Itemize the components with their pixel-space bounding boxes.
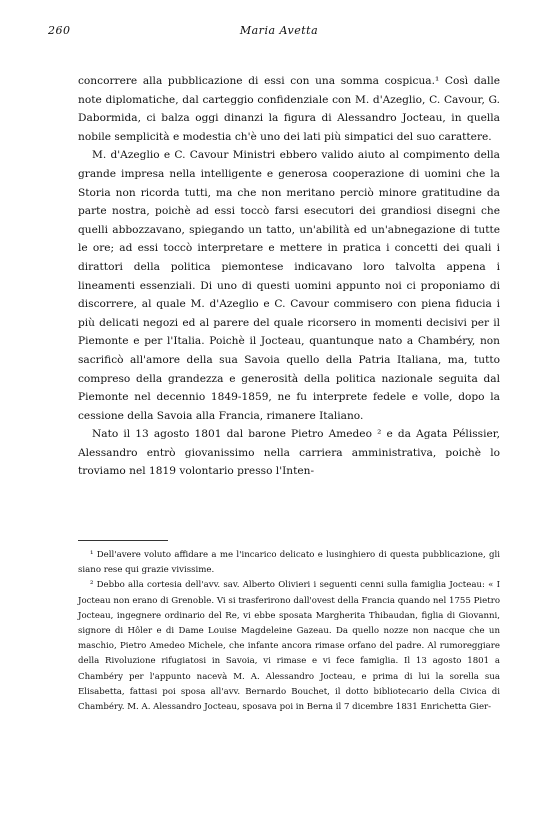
footnote-separator <box>78 540 168 541</box>
main-text <box>78 72 500 481</box>
page-number: 260 <box>48 24 71 37</box>
footnote: ¹ Dell'avere voluto affidare a me l'incarico delicato e lusinghiero di questa pubblicazione, gli siano rese qui grazie vivissime. <box>78 550 500 576</box>
running-title: Maria Avetta <box>239 24 319 37</box>
footnotes <box>78 548 500 715</box>
body-paragraph: M. d'Azeglio e C. Cavour Ministri ebbero valido aiuto al compimento della grande impresa nella intelligente e generosa cooperazione di uomini che la Storia non ricorda tutti, ma che non meritano perciò minore gratitudine da parte nostra, poichè ad essi toccò farsi esecutori dei grandiosi disegni che quelli abbozzavano, spiegando un tatto, un'abilità ed un'abnegazione di tutte le ore; ad essi toccò interpretare e mettere in pratica i concetti dei quali i dirattori della politica piemontese indicavano loro talvolta appena i lineamenti essenziali. Di uno di questi uomini appunto noi ci proponiamo di discorrere, al quale M. d'Azeglio e C. Cavour commisero con piena fiducia i più delicati negozi ed al parere del quale ricorsero in momenti decisivi per il Piemonte e per l'Italia. Poichè il Jocteau, quantunque nato a Chambéry, non sacrificò all'amore della sua Savoia quello della Patria Italiana, ma, tutto compreso della grandezza e generosità della politica nazionale seguita dal Piemonte nel decennio 1849-1859, ne fu interprete fedele e volle, dopo la cessione della Savoia alla Francia, rimanere Italiano. <box>78 149 500 422</box>
footnote: ² Debbo alla cortesia dell'avv. sav. Alberto Olivieri i seguenti cenni sulla famiglia Jocteau: « I Jocteau non erano di Grenoble. Vi si trasferirono dall'ovest della Francia quando nel 1755 Pietro Jocteau, ingegnere ordinario del Re, vi ebbe sposata Margherita Thibaudan, figlia di Giovanni, signore di Hôler e di Dame Louise Magdeleine Gazeau. Da quello nozze non nacque che un maschio, Pietro Amedeo Michele, che infante ancora rimase orfano del padre. Al rumoreggiare della Rivoluzione rifugiatosi in Savoia, vi rimase e vi fece famiglia. Il 13 agosto 1801 a Chambéry per l'appunto nacevà M. A. Alessandro Jocteau, e prima di lui la sorella sua Elisabetta, fattasi poi sposa all'avv. Bernardo Bouchet, il dotto bibliotecario della Civica di Chambéry. M. A. Alessandro Jocteau, sposava poi in Berna il 7 dicembre 1831 Enrichetta Gier- <box>78 580 500 713</box>
body-paragraph: concorrere alla pubblicazione di essi con una somma cospicua.¹ Così dalle note diplomatiche, dal carteggio confidenziale con M. d'Azeglio, C. Cavour, G. Dabormida, ci balza oggi dinanzi la figura di Alessandro Jocteau, in quella nobile semplicità e modestia ch'è uno dei lati più simpatici del suo carattere. <box>78 75 500 143</box>
page-header <box>48 24 510 42</box>
body-paragraph: Nato il 13 agosto 1801 dal barone Pietro Amedeo ² e da Agata Pélissier, Alessandro entrò giovanissimo nella carriera amministrativa, poichè lo troviamo nel 1819 volontario presso l'Inten- <box>78 428 500 478</box>
